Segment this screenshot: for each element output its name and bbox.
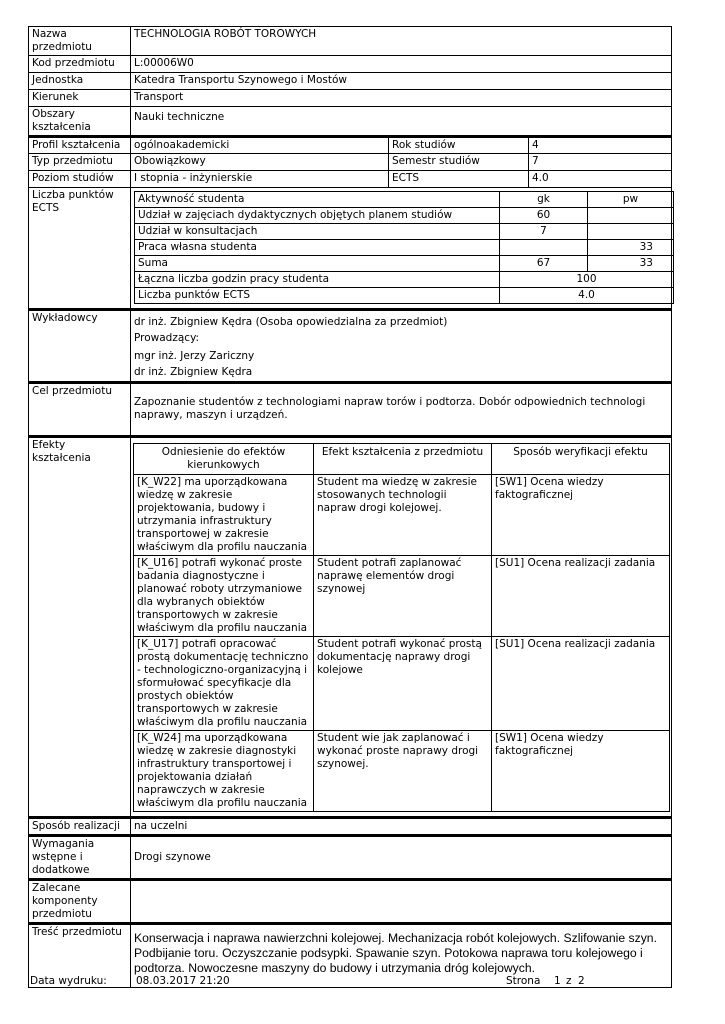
label-kod: Kod przedmiotu bbox=[29, 56, 131, 73]
outcomes-header-ref: Odniesienie do efektów kierunkowych bbox=[134, 444, 314, 475]
label-nazwa: Nazwa przedmiotu bbox=[29, 27, 131, 56]
value-semestr: 7 bbox=[529, 154, 672, 171]
outcome-effect: Student ma wiedzę w zakresie stosowanych technologii napraw drogi kolejowej. bbox=[314, 475, 492, 556]
outcome-ref: [K_U16] potrafi wykonać proste badania diagnostyczne i planować roboty utrzymaniowe dla wybranych obiektów transportowych w zakresie właściwym dla profilu nauczania bbox=[134, 556, 314, 637]
outcome-verify: [SU1] Ocena realizacji zadania bbox=[492, 637, 670, 731]
ects-row-gk bbox=[500, 240, 588, 256]
outcome-effect: Student potrafi wykonać prostą dokumentację naprawy drogi kolejowe bbox=[314, 637, 492, 731]
label-realization: Sposób realizacji bbox=[29, 818, 131, 836]
value-kierunek: Transport bbox=[131, 90, 672, 107]
ects-row-gk: 67 bbox=[500, 256, 588, 272]
page-total: 2 bbox=[578, 975, 585, 987]
label-jednostka: Jednostka bbox=[29, 73, 131, 90]
ects-row-pw: 33 bbox=[588, 240, 674, 256]
label-profil: Profil kształcenia bbox=[29, 137, 131, 154]
value-ects: 4.0 bbox=[529, 171, 672, 188]
label-outcomes: Efekty kształcenia bbox=[29, 437, 131, 818]
label-semestr: Semestr studiów bbox=[389, 154, 529, 171]
ects-total-hours-label: Łączna liczba godzin pracy studenta bbox=[135, 272, 500, 288]
course-table bbox=[28, 26, 672, 988]
content-text: Konserwacja i naprawa nawierzchni kolejowej. Mechanizacja robót kolejowych. Szlifowanie szyn. Podbijanie toru. Oczyszczanie podsypki. Spawanie szyn. Potokowa naprawa toru kolejowego i podtorza. Nowoczesne maszyny do budowy i utrzymania dróg kolejowych. bbox=[131, 924, 672, 988]
ects-row-activity: Praca własna studenta bbox=[135, 240, 500, 256]
page-number: 1 bbox=[554, 975, 561, 987]
label-typ: Typ przedmiotu bbox=[29, 154, 131, 171]
value-rok: 4 bbox=[529, 137, 672, 154]
outcomes-header-verify: Sposób weryfikacji efektu bbox=[492, 444, 670, 475]
label-lecturers: Wykładowcy bbox=[29, 310, 131, 383]
page-separator: z bbox=[566, 975, 572, 987]
outcome-verify: [SW1] Ocena wiedzy faktograficznej bbox=[492, 731, 670, 812]
print-date: 08.03.2017 21:20 bbox=[136, 975, 230, 987]
ects-total-label: Liczba punktów ECTS bbox=[135, 288, 500, 304]
ects-header-gk: gk bbox=[500, 192, 588, 208]
label-requirements: Wymagania wstępne i dodatkowe bbox=[29, 836, 131, 880]
outcome-effect: Student potrafi zaplanować naprawę elementów drogi szynowej bbox=[314, 556, 492, 637]
outcome-effect: Student wie jak zaplanować i wykonać proste naprawy drogi szynowej. bbox=[314, 731, 492, 812]
lecturer-responsible: dr inż. Zbigniew Kędra (Osoba opowiedzialna za przedmiot) bbox=[134, 316, 448, 328]
ects-points-table bbox=[134, 191, 674, 304]
instructor-item: dr inż. Zbigniew Kędra bbox=[134, 366, 253, 378]
label-ects: ECTS bbox=[389, 171, 529, 188]
label-rok: Rok studiów bbox=[389, 137, 529, 154]
print-date-label: Data wydruku: bbox=[30, 975, 107, 987]
label-obszary: Obszary kształcenia bbox=[29, 107, 131, 137]
outcome-verify: [SW1] Ocena wiedzy faktograficznej bbox=[492, 475, 670, 556]
ects-row-gk: 60 bbox=[500, 208, 588, 224]
ects-row-pw bbox=[588, 208, 674, 224]
label-ects-points: Liczba punktów ECTS bbox=[29, 188, 131, 310]
value-requirements: Drogi szynowe bbox=[131, 836, 672, 880]
page-label: Strona bbox=[506, 975, 541, 987]
goal-text: Zapoznanie studentów z technologiami napraw torów i podtorza. Dobór odpowiednich technologi naprawy, maszyn i urządzeń. bbox=[131, 383, 672, 437]
outcomes-header-effect: Efekt kształcenia z przedmiotu bbox=[314, 444, 492, 475]
label-kierunek: Kierunek bbox=[29, 90, 131, 107]
ects-header-pw: pw bbox=[588, 192, 674, 208]
label-recommended: Zalecane komponenty przedmiotu bbox=[29, 880, 131, 924]
value-realization: na uczelni bbox=[131, 818, 672, 836]
ects-row-activity: Suma bbox=[135, 256, 500, 272]
value-obszary: Nauki techniczne bbox=[131, 107, 672, 137]
outcome-ref: [K_W22] ma uporządkowana wiedzę w zakresie projektowania, budowy i utrzymania infrastruktury transportowej w zakresie właściwym dla profilu nauczania bbox=[134, 475, 314, 556]
ects-row-pw bbox=[588, 224, 674, 240]
ects-header-activity: Aktywność studenta bbox=[135, 192, 500, 208]
value-kod: L:00006W0 bbox=[131, 56, 672, 73]
instructor-item: mgr inż. Jerzy Zariczny bbox=[134, 350, 255, 362]
ects-row-pw: 33 bbox=[588, 256, 674, 272]
label-content: Treść przedmiotu bbox=[29, 924, 131, 988]
outcome-ref: [K_U17] potrafi opracować prostą dokumentację techniczno - technologiczno-organizacyjną i sformułować specyfikacje dla prostych obiektów transportowych w zakresie właściwym dla profilu nauczania bbox=[134, 637, 314, 731]
course-sheet bbox=[28, 26, 671, 988]
value-typ: Obowiązkowy bbox=[131, 154, 389, 171]
ects-row-gk: 7 bbox=[500, 224, 588, 240]
label-goal: Cel przedmiotu bbox=[29, 383, 131, 437]
value-nazwa: TECHNOLOGIA ROBÓT TOROWYCH bbox=[131, 27, 672, 56]
ects-total-hours-value: 100 bbox=[500, 272, 674, 288]
value-recommended bbox=[131, 880, 672, 924]
instructors-label: Prowadzący: bbox=[134, 332, 200, 344]
ects-total-value: 4.0 bbox=[500, 288, 674, 304]
label-poziom: Poziom studiów bbox=[29, 171, 131, 188]
ects-row-activity: Udział w zajęciach dydaktycznych objętych planem studiów bbox=[135, 208, 500, 224]
value-profil: ogólnoakademicki bbox=[131, 137, 389, 154]
outcome-ref: [K_W24] ma uporządkowana wiedzę w zakresie diagnostyki infrastruktury transportowej i projektowania działań naprawczych w zakresie właściwym dla profilu nauczania bbox=[134, 731, 314, 812]
value-poziom: I stopnia - inżynierskie bbox=[131, 171, 389, 188]
ects-row-activity: Udział w konsultacjach bbox=[135, 224, 500, 240]
value-jednostka: Katedra Transportu Szynowego i Mostów bbox=[131, 73, 672, 90]
outcomes-table bbox=[133, 443, 670, 812]
outcome-verify: [SU1] Ocena realizacji zadania bbox=[492, 556, 670, 637]
